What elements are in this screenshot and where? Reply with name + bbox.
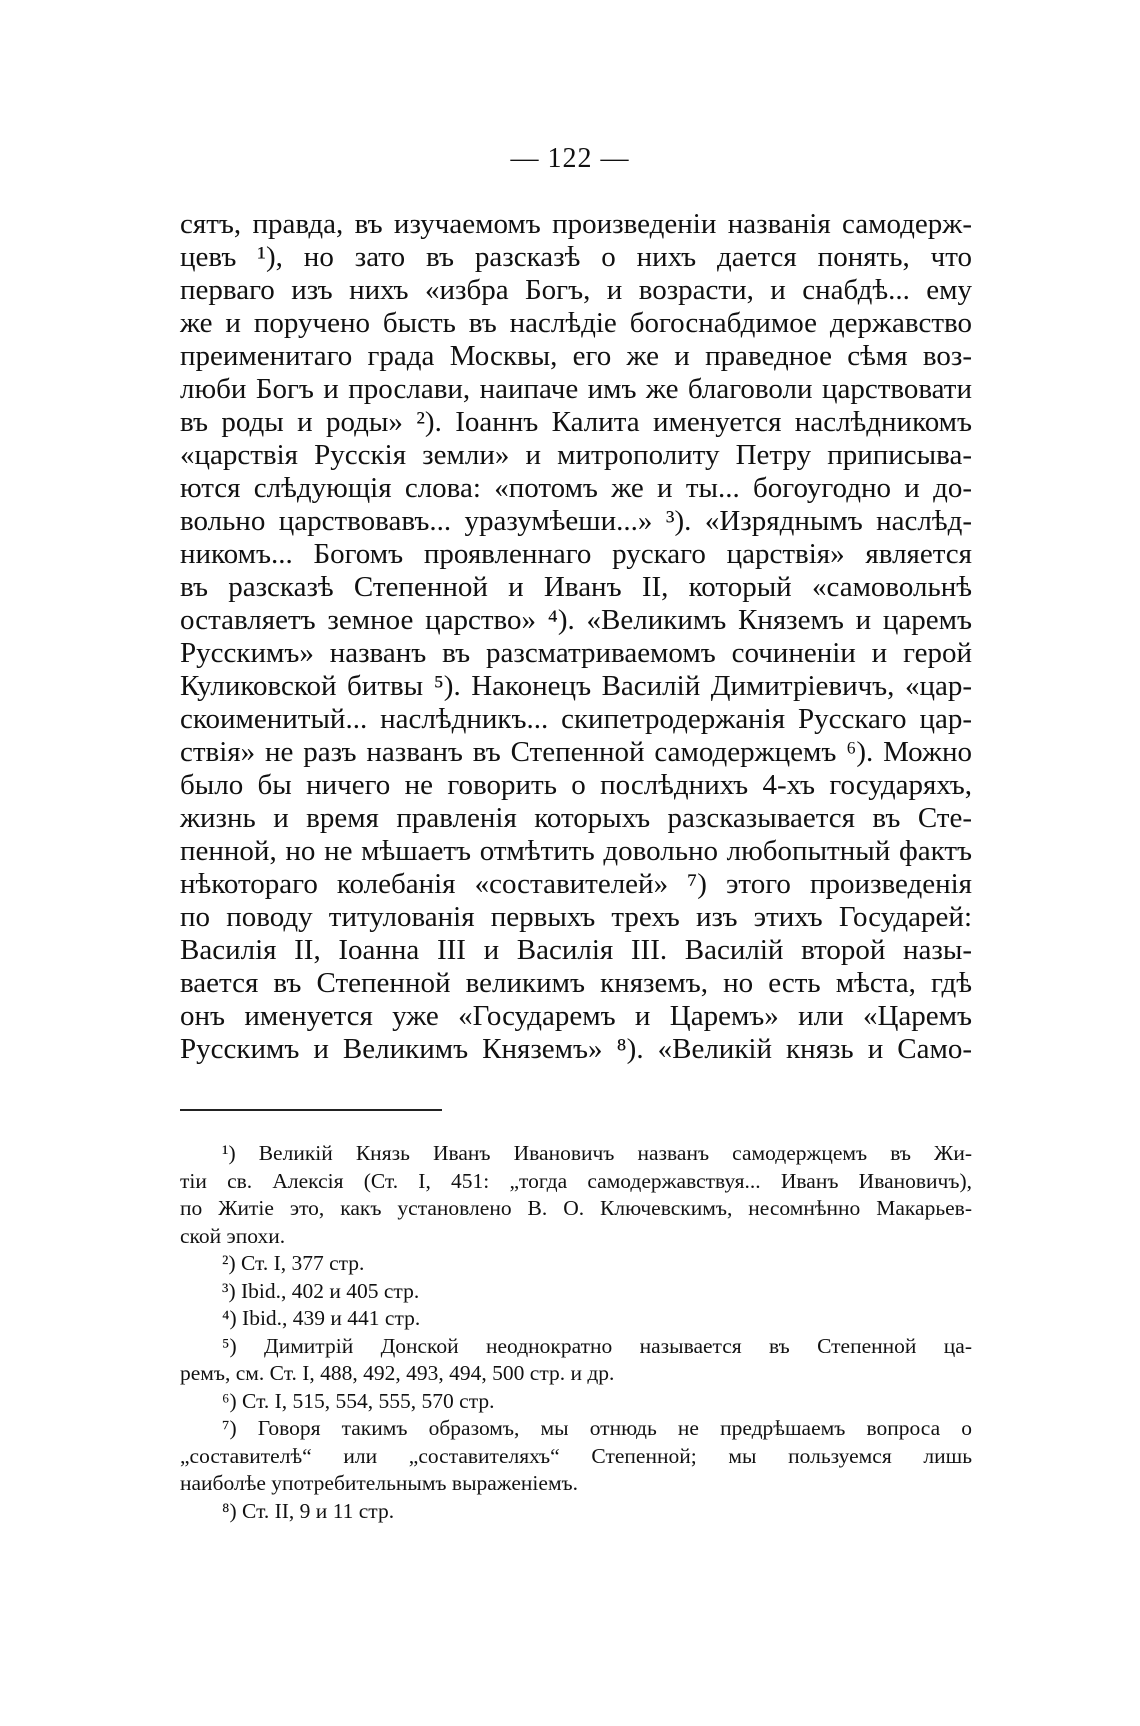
text-line: онъ именуется уже «Государемъ и Царемъ» или «Царемъ xyxy=(180,1000,972,1032)
text-line: цевъ ¹), но зато въ разсказѣ о нихъ дается понять, что xyxy=(180,241,972,273)
footnote-line: наиболѣе употребительнымъ выраженiемъ. xyxy=(180,1471,579,1495)
text-line: Русскимъ и Великимъ Княземъ» ⁸). «Великiй князь и Само- xyxy=(180,1033,972,1065)
page-number: — 122 — xyxy=(510,143,630,174)
footnote-line: по Житiе это, какъ установлено В. О. Ключевскимъ, несомнѣнно Макарьев- xyxy=(180,1196,972,1220)
footnote-line: ⁶) Ст. I, 515, 554, 555, 570 стр. xyxy=(222,1388,495,1413)
text-line: никомъ... Богомъ проявленнаго рускаго царствiя» является xyxy=(180,538,972,570)
text-line: вольно царствовавъ... уразумѣеши...» ³). «Изряднымъ наслѣд- xyxy=(180,505,972,537)
text-line: преименитаго града Москвы, его же и праведное сѣмя воз- xyxy=(180,340,972,372)
footnote-line: ⁴) Ibid., 439 и 441 стр. xyxy=(222,1306,421,1330)
text-line: Куликовской битвы ⁵). Наконецъ Василiй Димитрiевичъ, «цар- xyxy=(180,670,972,702)
text-line: ствiя» не разъ названъ въ Степенной самодержцемъ ⁶). Можно xyxy=(180,736,972,768)
text-line: люби Богъ и прослави, наипаче имъ же благоволи царствовати xyxy=(180,373,972,405)
main-text xyxy=(180,208,972,1066)
footnote-separator xyxy=(180,1109,442,1111)
text-line: въ роды и роды» ²). Iоаннъ Калита именуется наслѣдникомъ xyxy=(180,406,972,438)
footnote-line: тiи св. Алексiя (Ст. I, 451: „тогда самодержавствуя... Иванъ Ивановичъ), xyxy=(180,1168,972,1193)
text-line: вается въ Степенной великимъ княземъ, но есть мѣста, гдѣ xyxy=(180,967,972,999)
text-line: перваго изъ нихъ «избра Богъ, и возрасти, и снабдѣ... ему xyxy=(180,274,972,306)
footnote-line: ской эпохи. xyxy=(180,1223,286,1248)
footnote-line: ¹) Великiй Князь Иванъ Ивановичъ названъ самодержцемъ въ Жи- xyxy=(222,1141,972,1165)
text-line: сятъ, правда, въ изучаемомъ произведенiи названiя самодерж- xyxy=(180,208,972,240)
footnote-line: ⁵) Димитрiй Донской неоднократно называется въ Степенной ца- xyxy=(222,1333,972,1358)
text-line: Василiя II, Iоанна III и Василiя III. Василiй второй назы- xyxy=(180,934,972,966)
footnote-line: ⁷) Говоря такимъ образомъ, мы отнюдь не предрѣшаемъ вопроса о xyxy=(222,1416,972,1440)
text-line: было бы ничего не говорить о послѣднихъ 4-хъ государяхъ, xyxy=(180,769,972,801)
footnotes xyxy=(180,1140,972,1525)
footnote-line: „составителѣ“ или „составителяхъ“ Степенной; мы пользуемся лишь xyxy=(180,1443,972,1468)
text-line: въ разсказѣ Степенной и Иванъ II, который «самовольнѣ xyxy=(180,571,972,603)
text-line: Русскимъ» названъ въ разсматриваемомъ сочиненiи и герой xyxy=(180,637,972,669)
footnote-line: ⁸) Ст. II, 9 и 11 стр. xyxy=(222,1498,395,1523)
text-line: пенной, но не мѣшаетъ отмѣтить довольно любопытный фактъ xyxy=(180,835,972,867)
text-line: оставляетъ земное царство» ⁴). «Великимъ Княземъ и царемъ xyxy=(180,604,972,636)
text-line: же и поручено бысть въ наслѣдiе богоснабдимое державство xyxy=(180,307,972,339)
footnote-line: ремъ, см. Ст. I, 488, 492, 493, 494, 500 стр. и др. xyxy=(180,1361,615,1385)
text-line: «царствiя Русскiя земли» и митрополиту Петру приписыва- xyxy=(180,439,972,471)
text-line: жизнь и время правленiя которыхъ разсказывается въ Сте- xyxy=(180,802,972,834)
text-line: по поводу титулованiя первыхъ трехъ изъ этихъ Государей: xyxy=(180,901,972,933)
footnote-line: ²) Ст. I, 377 стр. xyxy=(222,1251,365,1275)
text-line: скоименитый... наслѣдникъ... скипетродержанiя Русскаго цар- xyxy=(180,703,972,735)
text-line: нѣкотораго колебанiя «составителей» ⁷) этого произведенiя xyxy=(180,868,972,900)
footnote-line: ³) Ibid., 402 и 405 стр. xyxy=(222,1278,420,1303)
text-line: ются слѣдующiя слова: «потомъ же и ты... богоугодно и до- xyxy=(180,472,972,504)
